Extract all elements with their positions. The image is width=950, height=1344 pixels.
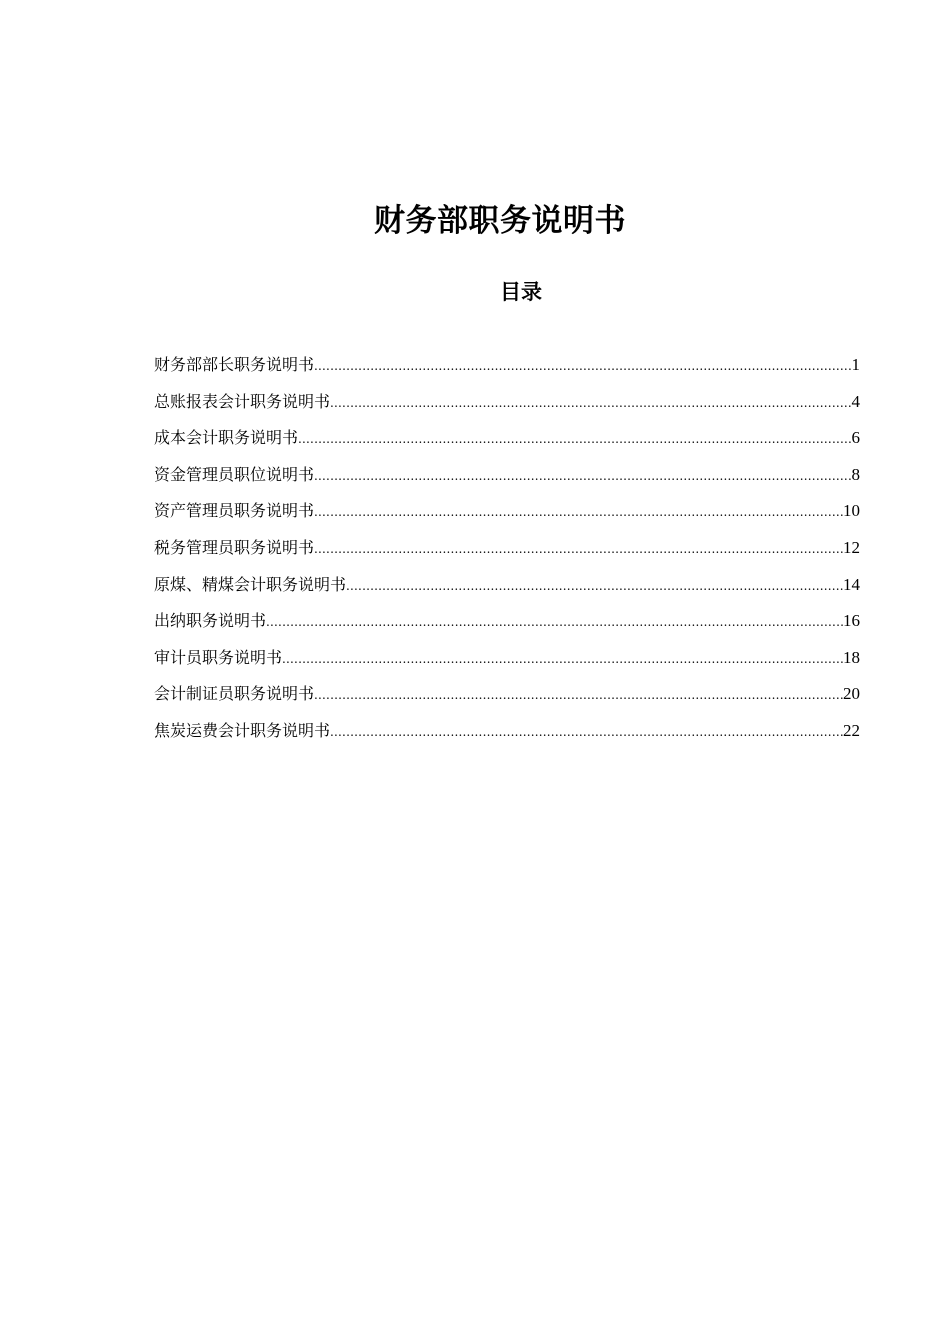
toc-dot-leader bbox=[282, 646, 843, 672]
toc-entry-page: 8 bbox=[851, 464, 860, 484]
toc-entry[interactable] bbox=[154, 389, 860, 426]
toc-heading: 目录 bbox=[500, 279, 542, 304]
toc-entry[interactable] bbox=[154, 352, 860, 389]
toc-entry[interactable] bbox=[154, 425, 860, 462]
toc-entry-page: 22 bbox=[843, 720, 860, 740]
toc-entry-page: 6 bbox=[851, 428, 860, 448]
toc-entry[interactable] bbox=[154, 608, 860, 645]
toc-entry[interactable] bbox=[154, 681, 860, 718]
toc-entry[interactable] bbox=[154, 462, 860, 499]
toc-entry-page: 14 bbox=[843, 574, 860, 594]
toc-entry-page: 10 bbox=[843, 501, 860, 521]
toc-entry[interactable] bbox=[154, 718, 860, 755]
toc-dot-leader bbox=[266, 609, 843, 635]
toc-dot-leader bbox=[314, 463, 851, 489]
toc-entry[interactable] bbox=[154, 498, 860, 535]
toc-entry-page: 16 bbox=[843, 611, 860, 631]
toc-dot-leader bbox=[314, 353, 851, 379]
toc-dot-leader bbox=[330, 719, 843, 745]
toc-dot-leader bbox=[314, 536, 843, 562]
toc-dot-leader bbox=[314, 682, 843, 708]
toc-entry-page: 1 bbox=[851, 355, 860, 374]
toc-entry-title[interactable]: 财务部部长职务说明书 bbox=[154, 355, 315, 374]
toc-entry[interactable] bbox=[154, 535, 860, 572]
toc-entry-title[interactable]: 会计制证员职务说明书 bbox=[154, 684, 315, 704]
toc-entry-title[interactable]: 出纳职务说明书 bbox=[154, 611, 267, 631]
toc-entry-page: 20 bbox=[843, 684, 860, 704]
toc-entry-page: 4 bbox=[851, 391, 860, 411]
toc-entry-title[interactable]: 审计员职务说明书 bbox=[154, 647, 283, 667]
toc-entry-title[interactable]: 税务管理员职务说明书 bbox=[154, 537, 315, 557]
toc-dot-leader bbox=[346, 573, 843, 599]
toc-entry-page: 18 bbox=[843, 647, 860, 667]
toc-entry-title[interactable]: 原煤、精煤会计职务说明书 bbox=[154, 574, 347, 594]
toc-dot-leader bbox=[314, 499, 843, 525]
toc-entry[interactable] bbox=[154, 645, 860, 682]
toc-entry[interactable] bbox=[154, 572, 860, 609]
toc-dot-leader bbox=[330, 390, 851, 416]
toc-entry-title[interactable]: 焦炭运费会计职务说明书 bbox=[154, 720, 331, 740]
toc-entry-title[interactable]: 资金管理员职位说明书 bbox=[154, 464, 315, 484]
toc-entry-title[interactable]: 资产管理员职务说明书 bbox=[154, 501, 315, 521]
toc-dot-leader bbox=[298, 426, 851, 452]
toc-entry-title[interactable]: 成本会计职务说明书 bbox=[154, 428, 299, 448]
toc-entry-title[interactable]: 总账报表会计职务说明书 bbox=[154, 391, 331, 411]
table-of-contents bbox=[154, 352, 860, 755]
document-title: 财务部职务说明书 bbox=[374, 203, 626, 239]
toc-entry-page: 12 bbox=[843, 537, 860, 557]
